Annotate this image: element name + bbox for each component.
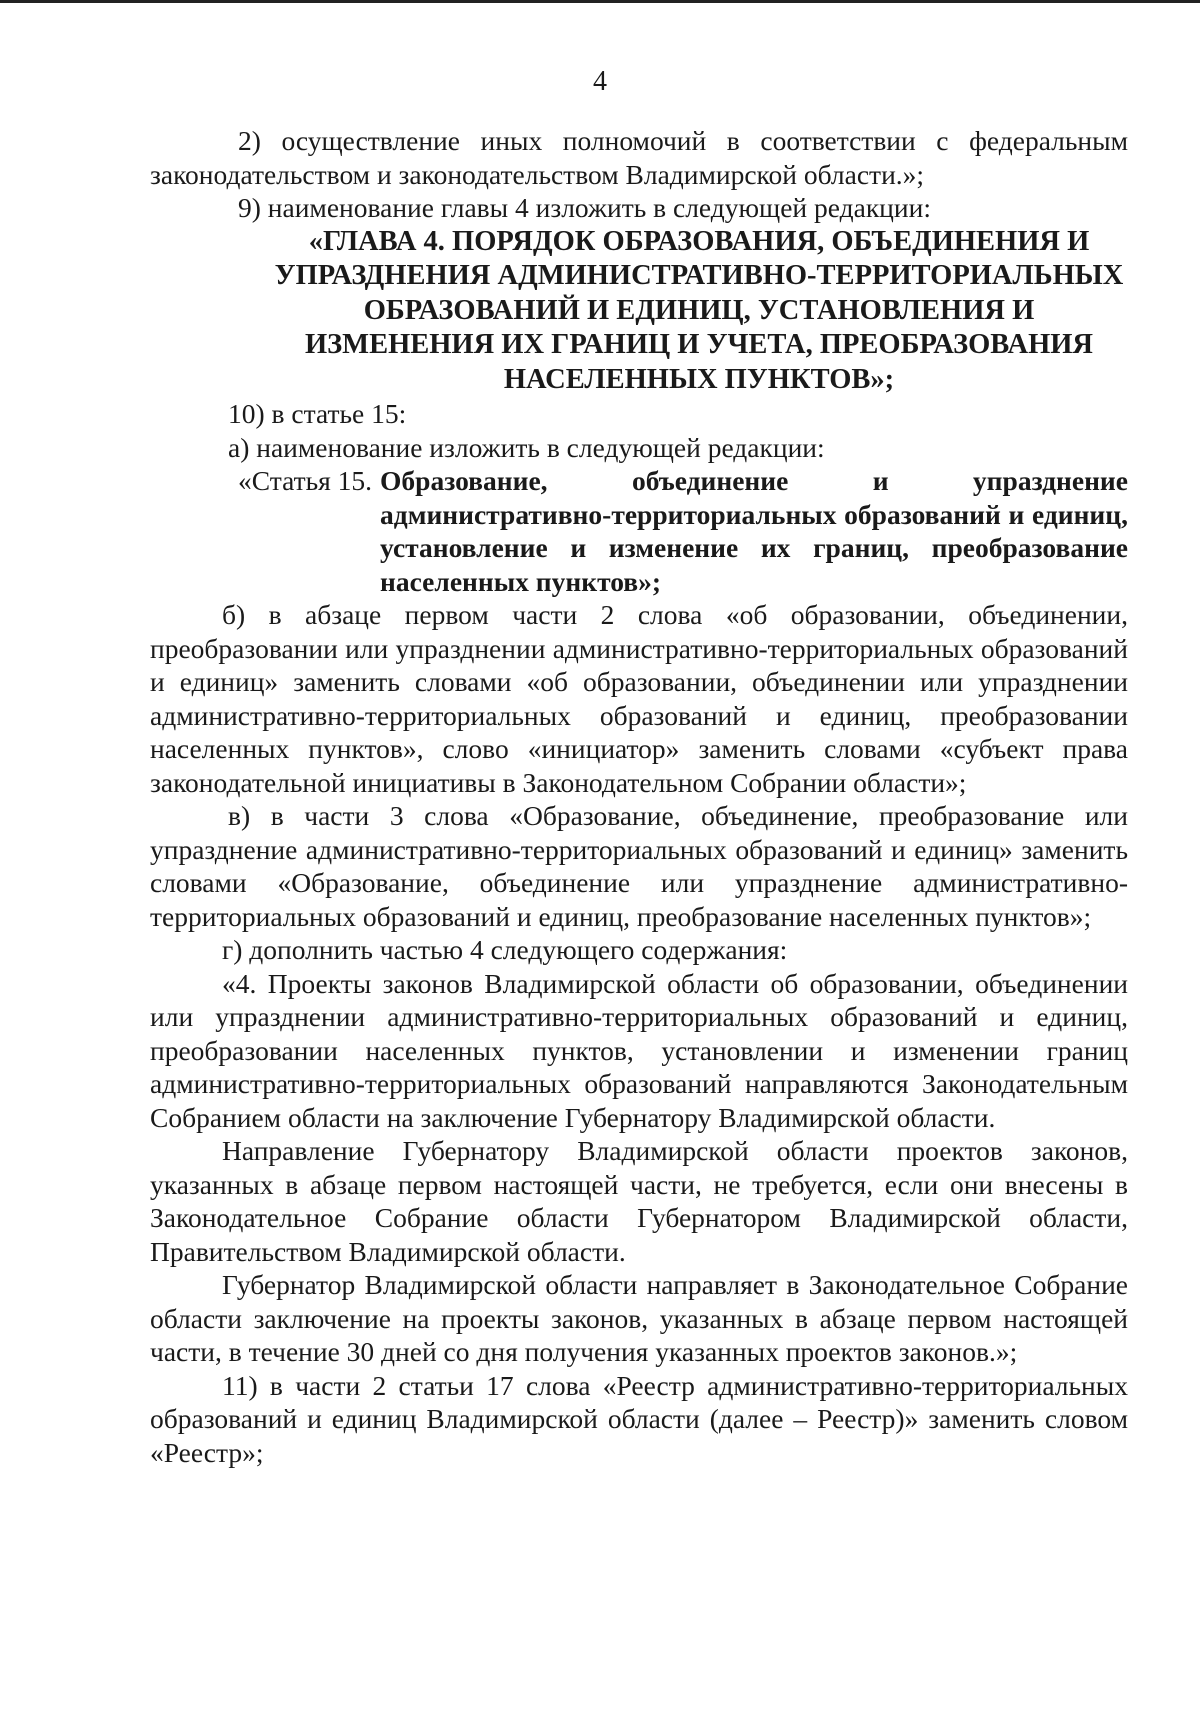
paragraph-item-9: 9) наименование главы 4 изложить в следующей редакции: xyxy=(238,192,931,223)
paragraph-part-4-third: Губернатор Владимирской области направляет в Законодательное Собрание области заключение на проекты законов, указанных в абзаце первом настоящей части, в течение 30 дней со дня получения указанных проектов законов.»; xyxy=(150,1269,1128,1367)
paragraph-sub-a: а) наименование изложить в следующей редакции: xyxy=(228,431,825,463)
paragraph-item-11: 11) в части 2 статьи 17 слова «Реестр административно-территориальных образований и единиц Владимирской области (далее – Реестр)» заменить словом «Реестр»; xyxy=(150,1369,1128,1468)
article-title-block xyxy=(150,464,1128,598)
page-number: 4 xyxy=(593,66,607,97)
document-body xyxy=(150,124,1128,1469)
paragraph-sub-v: в) в части 3 слова «Образование, объединение, преобразование или упразднение административно-территориальных образований и единиц» заменить словами «Образование, объединение или упразднение административно-территориальных образований и единиц, преобразование населенных пунктов»; xyxy=(150,800,1128,932)
scan-top-edge xyxy=(0,0,1200,3)
paragraph-part-4-second: Направление Губернатору Владимирской области проектов законов, указанных в абзаце первом настоящей части, не требуется, если они внесены в Законодательное Собрание области Губернатором Владимирской области, Правительством Владимирской области. xyxy=(150,1135,1128,1267)
paragraph-item-2: 2) осуществление иных полномочий в соответствии с федеральным законодательством и законодательством Владимирской области.»; xyxy=(150,125,1128,190)
paragraph-sub-b: б) в абзаце первом части 2 слова «об образовании, объединении, преобразовании или упразднении административно-территориальных образований и единиц» заменить словами «об образовании, объединении или упразднении административно-территориальных образований и единиц, преобразовании населенных пунктов», слово «инициатор» заменить словами «субъект права законодательной инициативы в Законодательном Собрании области»; xyxy=(150,599,1128,798)
paragraph-part-4: «4. Проекты законов Владимирской области об образовании, объединении или упразднении административно-территориальных образований и единиц, преобразовании населенных пунктов, установлении и изменении границ административно-территориальных образований направляются Законодательным Собранием области на заключение Губернатору Владимирской области. xyxy=(150,967,1128,1133)
paragraph-item-10: 10) в статье 15: xyxy=(228,398,407,429)
paragraph-sub-g: г) дополнить частью 4 следующего содержания: xyxy=(222,934,788,965)
article-title: Образование, объединение и упразднение административно-территориальных образований и единиц, установление и изменение их границ, преобразование населенных пунктов»; xyxy=(380,465,1128,597)
chapter-heading: «ГЛАВА 4. ПОРЯДОК ОБРАЗОВАНИЯ, ОБЪЕДИНЕНИЯ И УПРАЗДНЕНИЯ АДМИНИСТРАТИВНО-ТЕРРИТОРИАЛЬНЫХ ОБРАЗОВАНИЙ И ЕДИНИЦ, УСТАНОВЛЕНИЯ И ИЗМЕНЕНИЯ ИХ ГРАНИЦ И УЧЕТА, ПРЕОБРАЗОВАНИЯ НАСЕЛЕННЫХ ПУНКТОВ»; xyxy=(274,225,1124,395)
article-label: «Статья 15. xyxy=(238,465,373,496)
